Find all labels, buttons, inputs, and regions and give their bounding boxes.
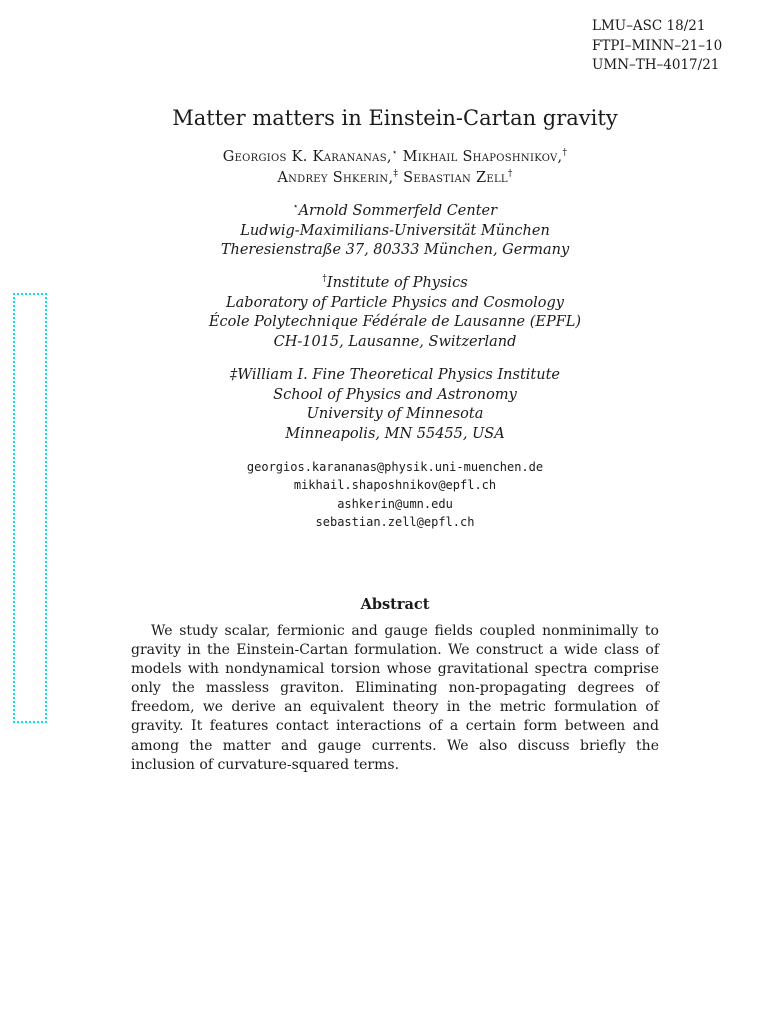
report-number: LMU–ASC 18/21 [592,18,706,34]
affiliation-line [0,202,768,222]
affiliation-block [0,274,768,352]
email-address: ashkerin@umn.edu [337,496,453,511]
affiliation-block [0,366,768,444]
email-address: sebastian.zell@epfl.ch [315,515,475,530]
author-name: Georgios K. Karananas, [222,149,392,165]
affiliation-mark: ⋆ [292,202,299,212]
author-list [0,147,768,189]
affiliation-mark: ‡ [229,367,238,383]
affiliation-mark: ⋆ [391,148,398,158]
report-number: UMN–TH–4017/21 [592,57,720,73]
affiliation-name: Arnold Sommerfeld Center [298,203,498,219]
affiliation-line: University of Minnesota [306,406,484,423]
affiliation-line: CH-1015, Lausanne, Switzerland [273,333,517,350]
abstract-heading: Abstract [360,596,430,613]
report-number: FTPI–MINN–21–10 [592,37,723,54]
author-name: Mikhail Shaposhnikov, [397,149,563,165]
affiliation-mark: † [507,169,513,179]
affiliation-name: Institute of Physics [326,275,468,291]
paper-title: Matter matters in Einstein-Cartan gravity [172,106,618,130]
email-list [0,458,768,532]
author-line [0,147,768,168]
email-address: mikhail.shaposhnikov@epfl.ch [293,478,497,493]
report-numbers [592,17,722,76]
email-address: georgios.karananas@physik.uni-muenchen.de [246,460,544,474]
affiliation-block [0,202,768,261]
author-name: Andrey Shkerin, [277,170,394,186]
affiliation-mark: † [322,274,327,284]
affiliation-line: Minneapolis, MN 55455, USA [285,425,505,442]
affiliation-line: École Polytechnique Fédérale de Lausanne (EPFL) [208,314,582,331]
author-name: Sebastian Zell [398,170,508,186]
affiliation-line [0,274,768,294]
affiliation-mark: † [562,148,568,158]
affiliation-mark: ‡ [393,169,399,179]
affiliation-line: Laboratory of Particle Physics and Cosmology [226,294,564,311]
affiliation-line [0,366,768,386]
affiliation-line: Theresienstraße 37, 80333 München, Germany [220,242,570,259]
affiliation-line: School of Physics and Astronomy [273,386,517,403]
affiliation-name: William I. Fine Theoretical Physics Institute [237,367,561,383]
author-line [0,168,768,189]
affiliation-line: Ludwig-Maximilians-Universität München [240,222,550,239]
abstract-text: We study scalar, fermionic and gauge fields coupled nonminimally to gravity in the Einstein-Cartan formulation. We construct a wide class of models with nondynamical torsion whose gravitational spectra comprise only the massless graviton. Eliminating non-propagating degrees of freedom, we derive an equivalent theory in the metric formulation of gravity. It features contact interactions of a certain form between and among the matter and gauge currents. We also discuss briefly the inclusion of curvature-squared terms. [131,623,659,773]
